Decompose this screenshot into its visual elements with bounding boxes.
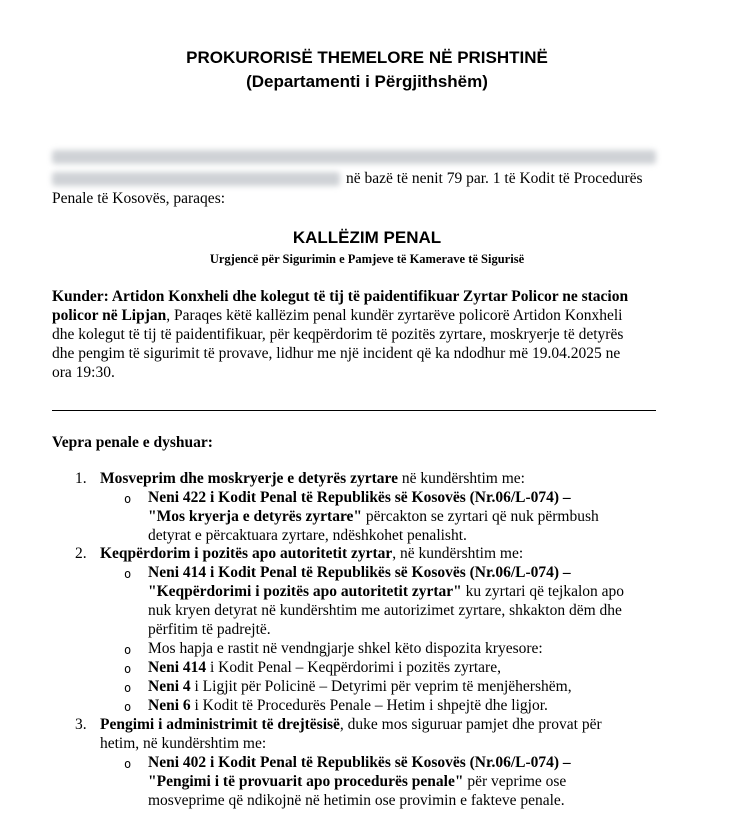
bullet-icon: o <box>124 757 132 771</box>
offense-3-title <box>100 716 602 734</box>
offense-2-provision-3 <box>148 697 548 715</box>
bullet-icon: o <box>124 492 132 506</box>
offense-3-article-text: për veprime ose <box>463 773 567 790</box>
offense-2-article-line-2 <box>148 583 624 601</box>
provision-3-article: Neni 6 <box>148 697 191 714</box>
offense-2-article-line-4: përfitim të padrejtë. <box>148 621 271 638</box>
offense-1-name: Mosveprim dhe moskryerje e detyrës zyrtare <box>100 470 398 487</box>
provision-2-text: i Ligjit për Policinë – Detyrimi për veprim të menjëhershëm, <box>190 678 572 695</box>
offense-3-title-line-2: hetim, në kundërshtim me: <box>100 735 267 752</box>
provision-2-article: Neni 4 <box>148 678 191 695</box>
section-heading: Vepra penale e dyshuar: <box>52 434 213 451</box>
offense-1-article-line-3: detyrat e përcaktuara zyrtare, ndëshkohet penalisht. <box>148 527 467 544</box>
intro-line-1: në bazë të nenit 79 par. 1 të Kodit të Procedurës <box>346 170 643 187</box>
against-line-2 <box>52 307 623 325</box>
offense-2-title <box>100 545 523 563</box>
offense-3-article-name: "Pengimi i të provuarit apo procedurës penale" <box>148 773 464 790</box>
offense-2-rest: , në kundërshtim me: <box>392 545 524 562</box>
redacted-text-line-1 <box>52 150 656 164</box>
bullet-icon: o <box>124 643 132 657</box>
header-subtitle: (Departamenti i Përgjithshëm) <box>246 72 488 91</box>
offense-3-name: Pengimi i administrimit të drejtësisë <box>100 716 340 733</box>
offense-2-article-name: "Keqpërdorimi i pozitës apo autoritetit zyrtar" <box>148 583 462 600</box>
bullet-icon: o <box>124 700 132 714</box>
offense-1-article: Neni 422 i Kodit Penal të Republikës së Kosovës (Nr.06/L-074) – <box>148 489 571 506</box>
list-number-2: 2. <box>75 545 87 562</box>
offense-3-article-line-3: mosveprime që ndikojnë në hetimin ose provimin e fakteve penale. <box>148 792 565 809</box>
list-number-1: 1. <box>75 470 87 487</box>
intro-line-2: Penale të Kosovës, paraqes: <box>52 190 226 207</box>
offense-1-rest: në kundërshtim me: <box>397 470 525 487</box>
offense-2-name: Keqpërdorim i pozitës apo autoritetit zyrtar <box>100 545 393 562</box>
offense-3-rest: , duke mos siguruar pamjet dhe provat për <box>339 716 602 733</box>
offense-2-article: Neni 414 i Kodit Penal të Republikës së Kosovës (Nr.06/L-074) – <box>148 564 571 581</box>
provision-3-text: i Kodit të Procedurës Penale – Hetim i shpejtë dhe ligjor. <box>190 697 548 714</box>
against-line-2-text: , Paraqes këtë kallëzim penal kundër zyrtarëve policorë Artidon Konxheli <box>166 307 623 324</box>
offense-3-article-line-2 <box>148 773 566 791</box>
offense-2-provision-2 <box>148 678 572 696</box>
bullet-icon: o <box>124 567 132 581</box>
against-line-5: ora 19:30. <box>52 364 115 381</box>
header-title: PROKURORISË THEMELORE NË PRISHTINË <box>186 48 548 67</box>
bullet-icon: o <box>124 681 132 695</box>
against-line-4: dhe pengim të sigurimit të provave, lidhur me një incident që ka ndodhur më 19.04.2025 ne <box>52 345 621 362</box>
against-line-3: dhe kolegut të tij të paidentifikuar, për keqpërdorim të pozitës zyrtare, moskryerje të detyrës <box>52 326 624 343</box>
offense-2-article-line-3: nuk kryen detyrat në kundërshtim me autorizimet zyrtare, shkakton dëm dhe <box>148 602 622 619</box>
document-subtitle: Urgjencë për Sigurimin e Pamjeve të Kamerave të Sigurisë <box>209 252 525 266</box>
offense-1-article-text: përcakton se zyrtari që nuk përmbush <box>362 508 599 525</box>
redacted-text-line-2 <box>52 172 340 186</box>
offense-1-article-name: "Mos kryerja e detyrës zyrtare" <box>148 508 363 525</box>
offense-1-article-line-2 <box>148 508 599 526</box>
provision-1-article: Neni 414 <box>148 659 207 676</box>
offense-2-article-text: ku zyrtari që tejkalon apo <box>461 583 625 600</box>
offense-2-note: Mos hapja e rastit në vendngjarje shkel këto dispozita kryesore: <box>148 640 543 657</box>
list-number-3: 3. <box>75 716 87 733</box>
offense-1-title <box>100 470 525 488</box>
offense-2-provision-1 <box>148 659 501 677</box>
provision-1-text: i Kodit Penal – Keqpërdorimi i pozitës zyrtare, <box>206 659 501 676</box>
bullet-icon: o <box>124 662 132 676</box>
against-location: policor në Lipjan <box>52 307 167 324</box>
against-line-1: Kunder: Artidon Konxheli dhe kolegut të tij të paidentifikuar Zyrtar Policor ne stacion <box>52 288 629 305</box>
document-title: KALLËZIM PENAL <box>292 228 442 247</box>
horizontal-divider <box>52 410 656 411</box>
offense-3-article: Neni 402 i Kodit Penal të Republikës së Kosovës (Nr.06/L-074) – <box>148 754 571 771</box>
